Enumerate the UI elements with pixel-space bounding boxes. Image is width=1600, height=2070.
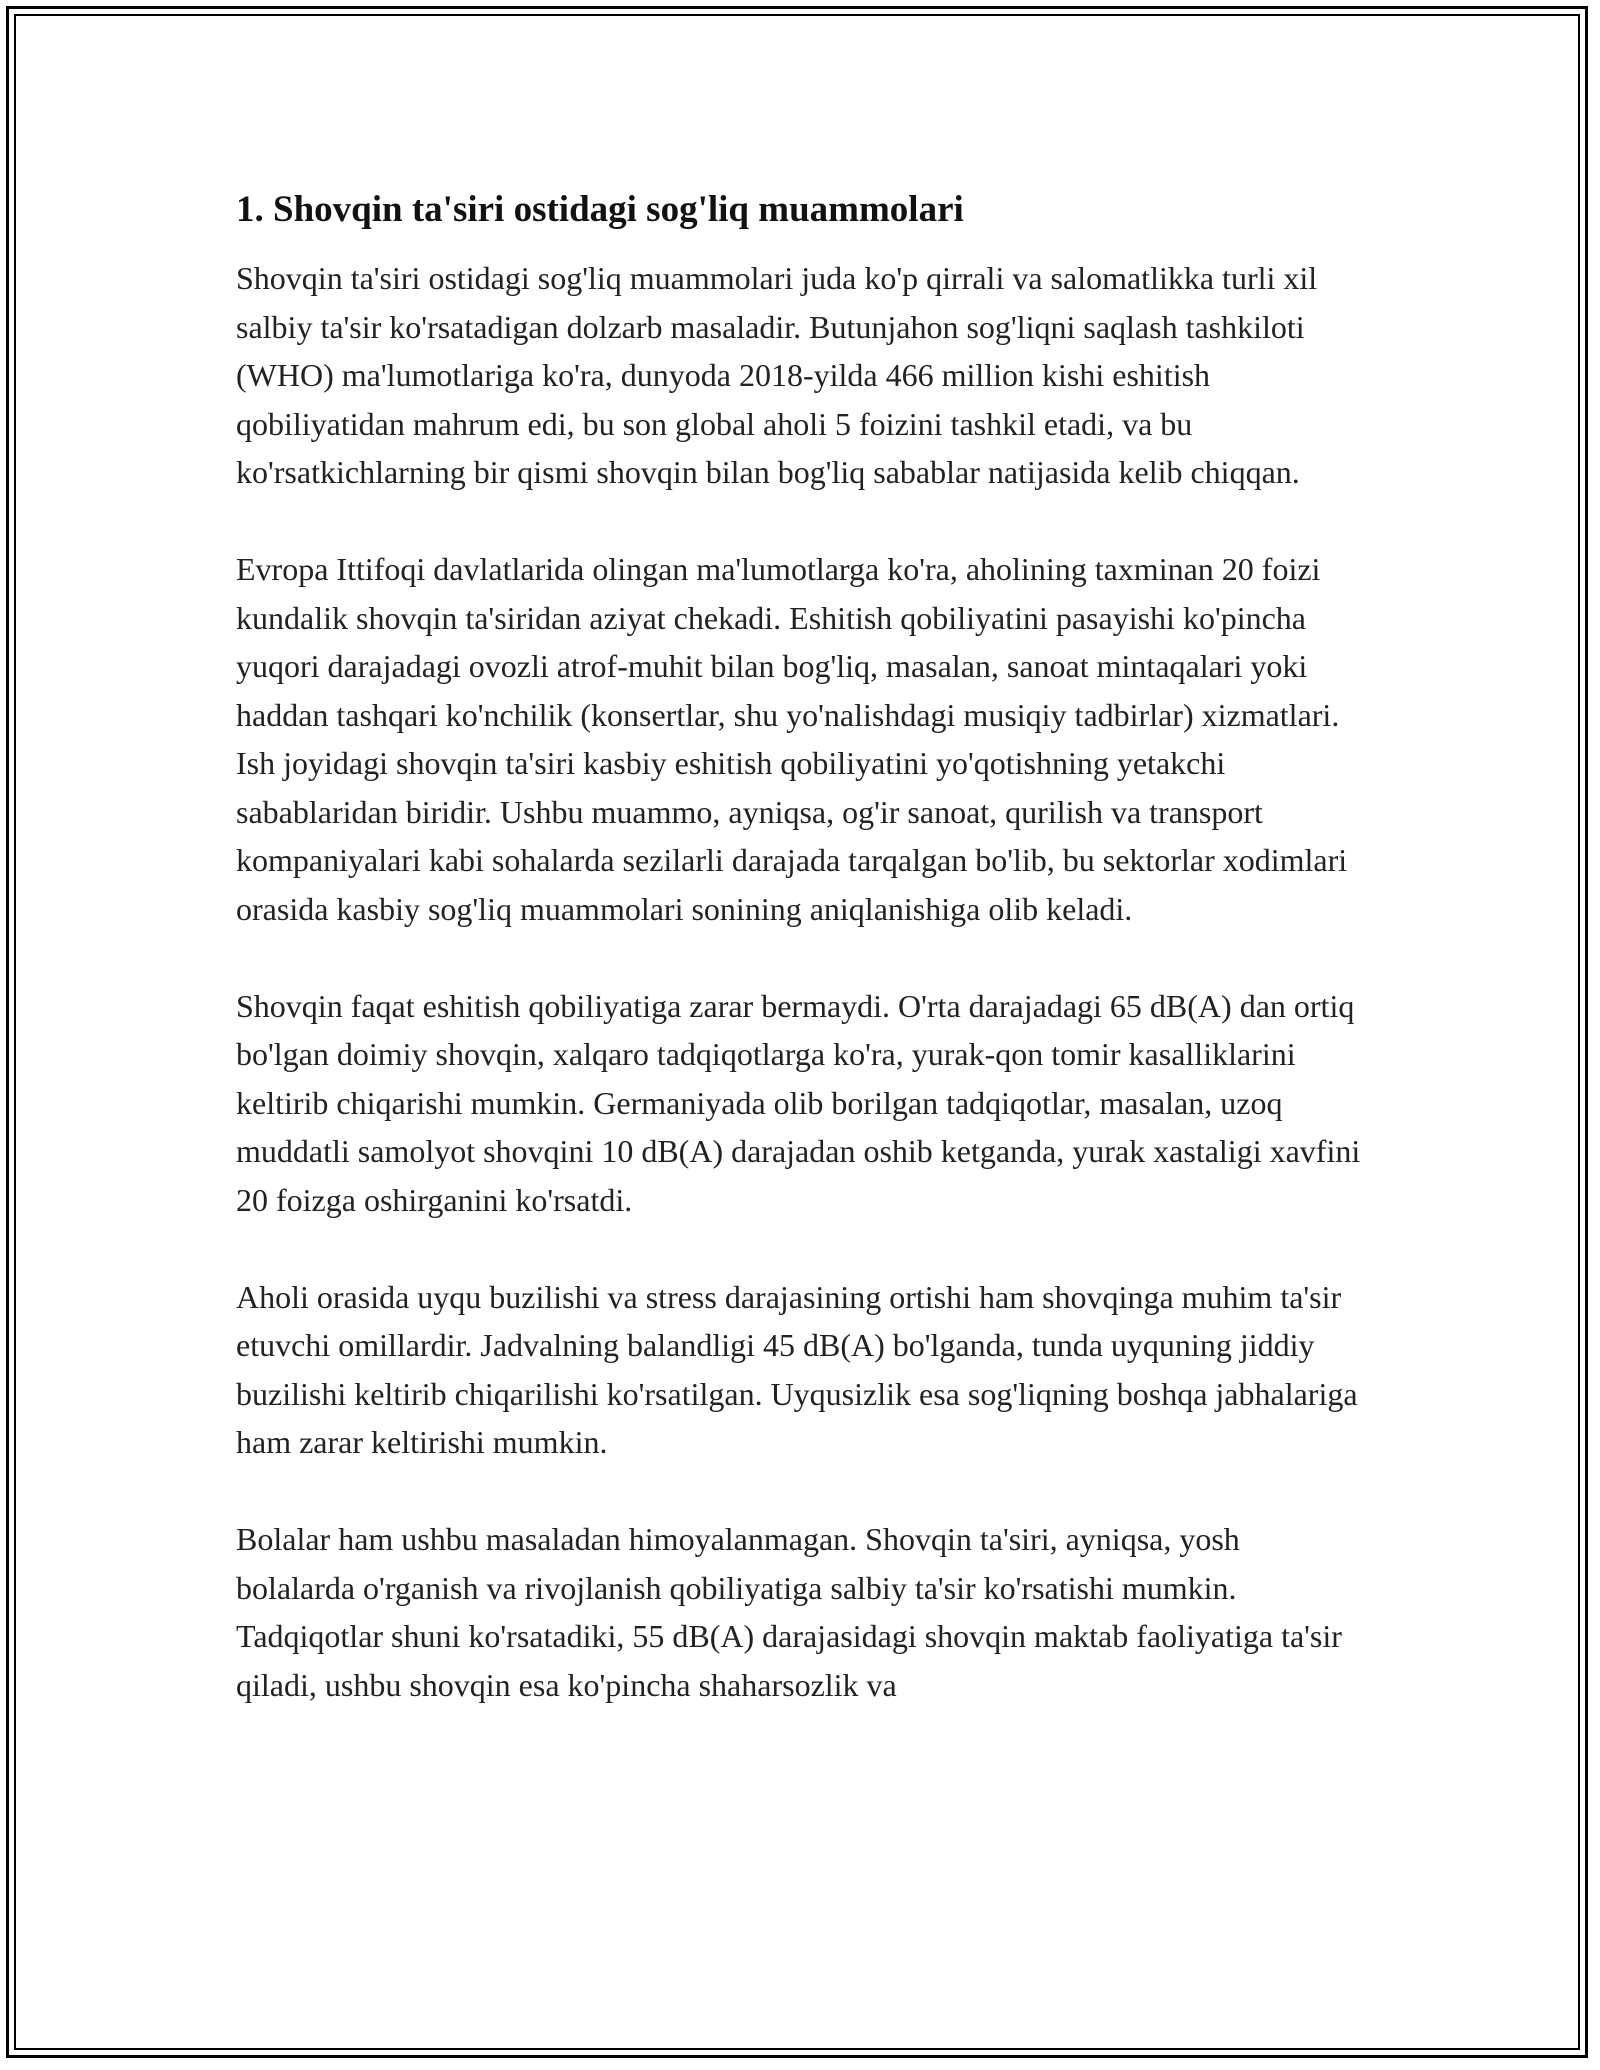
document-body xyxy=(236,186,1366,1758)
paragraph-eu-noise-exposure: Evropa Ittifoqi davlatlarida olingan ma'lumotlarga ko'ra, aholining taxminan 20 foizi kundalik shovqin ta'siridan aziyat chekadi. Eshitish qobiliyatini pasayishi ko'pincha yuqori darajadagi ovozli atrof-muhit bilan bog'liq, masalan, sanoat mintaqalari yoki haddan tashqari ko'nchilik (konsertlar, shu yo'nalishdagi musiqiy tadbirlar) xizmatlari. Ish joyidagi shovqin ta'siri kasbiy eshitish qobiliyatini yo'qotishning yetakchi sabablaridan biridir. Ushbu muammo, ayniqsa, og'ir sanoat, qurilish va transport kompaniyalari kabi sohalarda sezilarli darajada tarqalgan bo'lib, bu sektorlar xodimlari orasida kasbiy sog'liq muammolari sonining aniqlanishiga olib keladi. xyxy=(236,551,1348,927)
paragraph-sleep-stress: Aholi orasida uyqu buzilishi va stress darajasining ortishi ham shovqinga muhim ta'sir etuvchi omillardir. Jadvalning balandligi 45 dB(A) bo'lganda, tunda uyquning jiddiy buzilishi keltirib chiqarilishi ko'rsatilgan. Uyqusizlik esa sog'liqning boshqa jabhalariga ham zarar keltirishi mumkin. xyxy=(236,1278,1358,1460)
section-heading: 1. Shovqin ta'siri ostidagi sog'liq muammolari xyxy=(236,189,964,230)
paragraph-children-learning: Bolalar ham ushbu masaladan himoyalanmagan. Shovqin ta'siri, ayniqsa, yosh bolalarda o'rganish va rivojlanish qobiliyatiga salbiy ta'sir ko'rsatishi mumkin. Tadqiqotlar shuni ko'rsatadiki, 55 dB(A) darajasidagi shovqin maktab faoliyatiga ta'sir qiladi, ushbu shovqin esa ko'pincha shaharsozlik va xyxy=(236,1521,1342,1703)
paragraph-cardiovascular-risk: Shovqin faqat eshitish qobiliyatiga zarar bermaydi. O'rta darajadagi 65 dB(A) dan ortiq bo'lgan doimiy shovqin, xalqaro tadqiqotlarga ko'ra, yurak-qon tomir kasalliklarini keltirib chiqarishi mumkin. Germaniyada olib borilgan tadqiqotlar, masalan, uzoq muddatli samolyot shovqini 10 dB(A) darajadan oshib ketganda, yurak xastaligi xavfini 20 foizga oshirganini ko'rsatdi. xyxy=(236,987,1361,1218)
paragraph-who-hearing-loss: Shovqin ta'siri ostidagi sog'liq muammolari juda ko'p qirrali va salomatlikka turli xil salbiy ta'sir ko'rsatadigan dolzarb masaladir. Butunjahon sog'liqni saqlash tashkiloti (WHO) ma'lumotlariga ko'ra, dunyoda 2018-yilda 466 million kishi eshitish qobiliyatidan mahrum edi, bu son global aholi 5 foizini tashkil etadi, va bu ko'rsatkichlarning bir qismi shovqin bilan bog'liq sabablar natijasida kelib chiqqan. xyxy=(236,260,1318,490)
